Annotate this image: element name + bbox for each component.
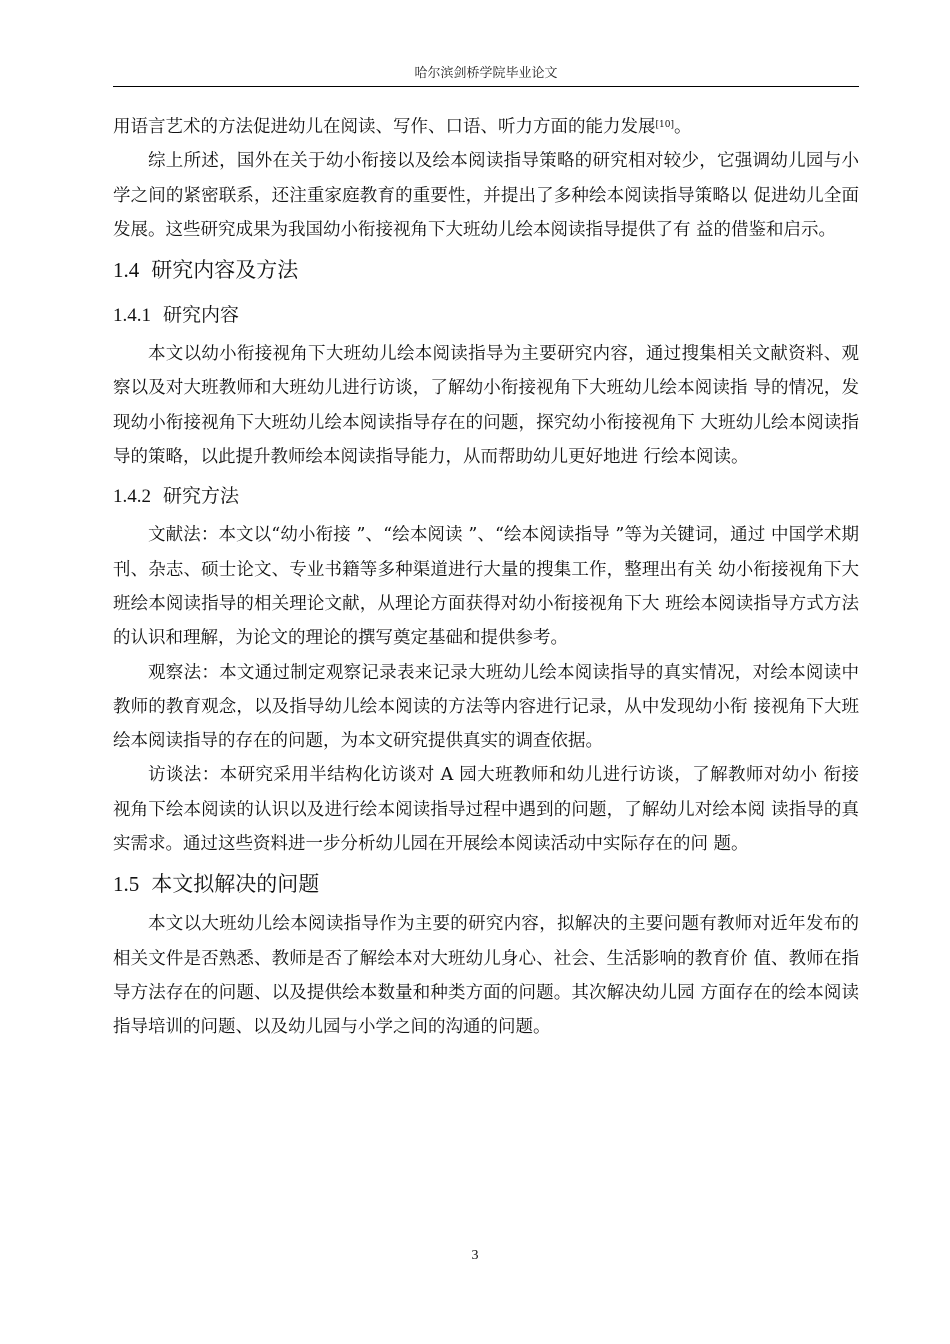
page-number: 3 bbox=[471, 1248, 479, 1263]
document-body bbox=[113, 110, 859, 1045]
subsection-number: 1.4.2 bbox=[113, 486, 151, 508]
intro-end: 。 bbox=[673, 117, 692, 137]
citation-marker: [10] bbox=[655, 120, 674, 130]
interview-method-paragraph: 访谈法：本研究采用半结构化访谈对 A 园大班教师和幼儿进行访谈，了解教师对幼小 衔接视角下绘本阅读的认识以及进行绘本阅读指导过程中遇到的问题，了解幼儿对绘本阅 读指导的真实需求。通过这些资料进一步分析幼儿园在开展绘本阅读活动中实际存在的问 题。 bbox=[113, 765, 859, 855]
subsection-heading-1-4-1 bbox=[113, 293, 859, 337]
section-heading-1-5 bbox=[113, 861, 859, 907]
subsection-heading-1-4-2 bbox=[113, 474, 859, 518]
observation-method-paragraph: 观察法：本文通过制定观察记录表来记录大班幼儿绘本阅读指导的真实情况，对绘本阅读中教师的教育观念，以及指导幼儿绘本阅读的方法等内容进行记录，从中发现幼小衔 接视角下大班绘本阅读指导的存在的问题，为本文研究提供真实的调查依据。 bbox=[113, 662, 859, 752]
research-content-paragraph: 本文以幼小衔接视角下大班幼儿绘本阅读指导为主要研究内容，通过搜集相关文献资料、观察以及对大班教师和大班幼儿进行访谈，了解幼小衔接视角下大班幼儿绘本阅读指 导的情况，发现幼小衔接视角下大班幼儿绘本阅读指导存在的问题，探究幼小衔接视角下 大班幼儿绘本阅读指导的策略，以此提升教师绘本阅读指导能力，从而帮助幼儿更好地进 行绘本阅读。 bbox=[113, 344, 859, 468]
section-number: 1.4 bbox=[113, 258, 140, 283]
summary-paragraph: 综上所述，国外在关于幼小衔接以及绘本阅读指导策略的研究相对较少，它强调幼儿园与小学之间的紧密联系，还注重家庭教育的重要性，并提出了多种绘本阅读指导策略以 促进幼儿全面发展。这些研究成果为我国幼小衔接视角下大班幼儿绘本阅读指导提供了有 益的借鉴和启示。 bbox=[113, 151, 859, 240]
intro-text: 用语言艺术的方法促进幼儿在阅读、写作、口语、听力方面的能力发展 bbox=[113, 117, 656, 137]
section-heading-1-4 bbox=[113, 247, 859, 293]
running-header: 哈尔滨剑桥学院毕业论文 bbox=[113, 62, 859, 87]
intro-paragraph bbox=[113, 110, 859, 144]
literature-method-paragraph: 文献法：本文以“幼小衔接 ”、“绘本阅读 ”、“绘本阅读指导 ”等为关键词，通过 中国学术期刊、杂志、硕士论文、专业书籍等多种渠道进行大量的搜集工作，整理出有关 幼小衔接视角下大班绘本阅读指导的相关理论文献，从理论方面获得对幼小衔接视角下大 班绘本阅读指导方式方法的认识和理解，为论文的理论的撰写奠定基础和提供参考。 bbox=[113, 525, 859, 649]
section-title: 本文拟解决的问题 bbox=[151, 872, 320, 897]
problems-paragraph: 本文以大班幼儿绘本阅读指导作为主要的研究内容，拟解决的主要问题有教师对近年发布的相关文件是否熟悉、教师是否了解绘本对大班幼儿身心、社会、生活影响的教育价 值、教师在指导方法存在的问题、以及提供绘本数量和种类方面的问题。其次解决幼儿园 方面存在的绘本阅读指导培训的问题、以及幼儿园与小学之间的沟通的问题。 bbox=[113, 914, 859, 1038]
subsection-title: 研究方法 bbox=[163, 485, 240, 508]
subsection-number: 1.4.1 bbox=[113, 305, 151, 327]
section-title: 研究内容及方法 bbox=[151, 258, 299, 283]
section-number: 1.5 bbox=[113, 872, 140, 897]
subsection-title: 研究内容 bbox=[163, 304, 240, 327]
